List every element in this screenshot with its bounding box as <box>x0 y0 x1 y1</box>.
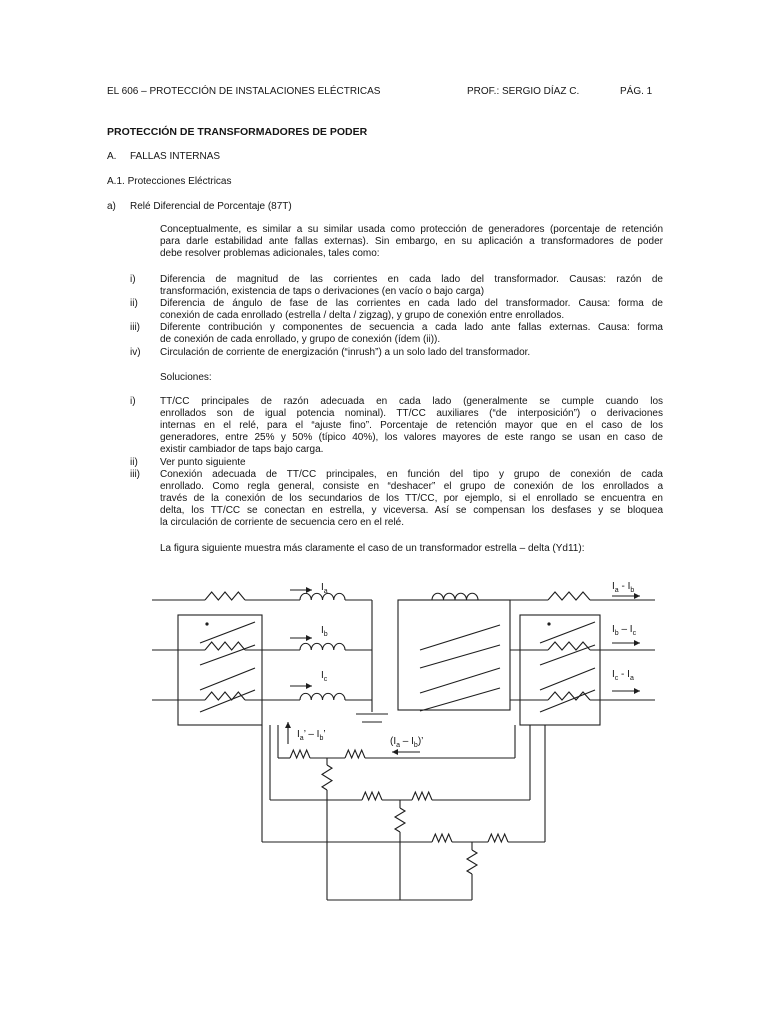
current-label-ic-ia <box>612 669 634 682</box>
label-subscript: a <box>614 587 619 594</box>
star-winding-coil <box>300 643 345 650</box>
header-course: EL 606 – PROTECCIÓN DE INSTALACIONES ELÉCTRICAS <box>107 86 381 97</box>
circuit-diagram <box>0 560 768 920</box>
current-label-ia <box>321 582 328 595</box>
label-text: - I <box>618 669 630 680</box>
solution-line: enrollado. Como regla general, consiste en “deshacer” el grupo de conexión de los enrollados a <box>160 481 663 492</box>
star-winding-coil <box>300 693 345 700</box>
label-subscript: b <box>319 735 324 742</box>
solution-line: Ver punto siguiente <box>160 457 246 468</box>
solution-line: Conexión adecuada de TT/CC principales, en función del tipo y grupo de conexión de cada <box>160 469 663 480</box>
label-subscript: a <box>323 588 328 595</box>
problem-marker: iv) <box>130 347 141 358</box>
intro-line: para darle estabilidad ante fallas externas). Sin embargo, en su aplicación a transformadores de poder <box>160 236 663 247</box>
item-a-heading: Relé Diferencial de Porcentaje (87T) <box>130 201 292 212</box>
label-subscript: c <box>323 676 328 683</box>
current-label-ic <box>321 670 328 683</box>
header-professor: PROF.: SERGIO DÍAZ C. <box>467 86 580 97</box>
label-subscript: a <box>396 742 401 749</box>
ct-primary-symbol <box>205 642 245 650</box>
polarity-dot-left <box>205 622 208 625</box>
label-text: ’ <box>323 729 326 740</box>
operating-resistor <box>395 808 405 832</box>
ct-delta-link <box>200 690 255 712</box>
ct-delta-link <box>200 668 255 690</box>
label-text: I <box>321 582 324 593</box>
label-subscript: b <box>323 631 328 638</box>
ct-delta-link <box>200 645 255 665</box>
solution-line: TT/CC principales de razón adecuada en cada lado (generalmente se cumple cuando los <box>160 396 663 407</box>
solution-line: delta, los TT/CC se conectan en estrella, y viceversa. Así se compensan los desfases y se bloquea <box>160 505 663 516</box>
problem-line: Diferencia de ángulo de fase de las corrientes en cada lado del transformador. Causa: forma de <box>160 298 663 309</box>
delta-winding-link <box>420 668 500 693</box>
solution-marker: iii) <box>130 469 140 480</box>
restraint-resistor <box>290 750 310 758</box>
relay-current-label-up <box>297 729 326 742</box>
restraint-resistor <box>488 834 508 842</box>
problem-line: Circulación de corriente de energización (“inrush”) a un solo lado del transformador. <box>160 347 531 358</box>
problem-marker: i) <box>130 274 136 285</box>
delta-winding-link <box>420 645 500 668</box>
restraint-resistor <box>412 792 432 800</box>
label-text: – I <box>400 736 414 747</box>
label-subscript: b <box>630 587 635 594</box>
relay-current-label-left <box>390 736 423 749</box>
current-label-ia-ib <box>612 581 634 594</box>
delta-winding-coil <box>432 593 478 600</box>
label-subscript: a <box>299 735 304 742</box>
problem-marker: iii) <box>130 322 140 333</box>
right-ct-box <box>520 615 600 725</box>
label-text: ’ – I <box>303 729 320 740</box>
problem-line: de conexión de cada enrollado, y grupo de conexión (ídem (ii)). <box>160 334 441 345</box>
intro-line: debe resolver problemas adicionales, tales como: <box>160 248 380 259</box>
label-subscript: c <box>632 630 637 637</box>
section-a-heading: FALLAS INTERNAS <box>130 151 221 162</box>
label-text: - I <box>618 581 631 592</box>
document-title: PROTECCIÓN DE TRANSFORMADORES DE PODER <box>107 126 368 138</box>
ct-primary-symbol <box>205 592 245 600</box>
problem-line: Diferente contribución y componentes de secuencia a cada lado ante fallas externas. Causa: forma <box>160 322 663 333</box>
intro-line: Conceptualmente, es similar a su similar usada como protección de generadores (porcentaje de retención <box>160 224 663 235</box>
label-subscript: b <box>413 742 418 749</box>
label-text: I <box>321 625 324 636</box>
solution-line: través de la conexión de los secundarios de los TT/CC, por ejemplo, si el enrollado se encuentra en <box>160 493 663 504</box>
problem-line: Diferencia de magnitud de las corrientes en cada lado del transformador. Causas: razón de <box>160 274 663 285</box>
label-text: (I <box>390 736 397 747</box>
ct-star-link <box>540 645 595 665</box>
restraint-resistor <box>362 792 382 800</box>
figure-caption: La figura siguiente muestra más claramente el caso de un transformador estrella – delta (Yd11): <box>160 543 585 554</box>
label-text: – I <box>618 624 633 635</box>
operating-resistor <box>322 765 332 790</box>
solution-marker: i) <box>130 396 136 407</box>
label-text: )’ <box>417 736 424 747</box>
problem-marker: ii) <box>130 298 138 309</box>
ct-delta-link <box>200 622 255 643</box>
restraint-resistor <box>432 834 452 842</box>
label-subscript: a <box>629 675 634 682</box>
star-winding-coil <box>300 593 345 600</box>
restraint-resistor <box>345 750 365 758</box>
ct-primary-symbol <box>548 592 590 600</box>
label-text: I <box>612 669 615 680</box>
delta-winding-link <box>420 688 500 711</box>
section-a1-heading: A.1. Protecciones Eléctricas <box>107 176 232 187</box>
section-a-marker: A. <box>107 151 117 162</box>
label-text: I <box>297 729 300 740</box>
operating-resistor <box>467 850 477 874</box>
label-text: I <box>612 624 615 635</box>
solution-line: generadores, entre 25% y 50% (típico 40%), los valores mayores de este rango se usan en caso de <box>160 432 663 443</box>
current-label-ib-ic <box>612 624 637 637</box>
problem-line: conexión de cada enrollado (estrella / delta / zigzag), y grupo de conexión entre enrollados. <box>160 310 565 321</box>
solution-line: la circulación de corriente de secuencia cero en el relé. <box>160 517 405 528</box>
solution-line: enrollados son de igual potencia nominal). TT/CC auxiliares (“de interposición”) o derivaciones <box>160 408 663 419</box>
current-label-ib <box>321 625 328 638</box>
label-text: I <box>321 670 324 681</box>
solutions-heading: Soluciones: <box>160 372 212 383</box>
label-subscript: c <box>614 675 619 682</box>
delta-winding-link <box>420 625 500 650</box>
problem-line: transformación, existencia de taps o derivaciones (en vacío o bajo carga) <box>160 286 485 297</box>
solution-marker: ii) <box>130 457 138 468</box>
polarity-dot-right <box>547 622 550 625</box>
ct-star-link <box>540 668 595 690</box>
header-page-number: PÁG. 1 <box>620 86 653 97</box>
label-text: I <box>612 581 615 592</box>
label-subscript: b <box>614 630 619 637</box>
delta-winding-box <box>398 600 510 710</box>
ct-primary-symbol <box>548 692 590 700</box>
solution-line: internas en el relé, para el “ajuste fino”. Porcentaje de retención mayor que en el caso de los <box>160 420 663 431</box>
item-a-marker: a) <box>107 201 116 212</box>
solution-line: existir cambiador de taps bajo carga. <box>160 444 324 455</box>
